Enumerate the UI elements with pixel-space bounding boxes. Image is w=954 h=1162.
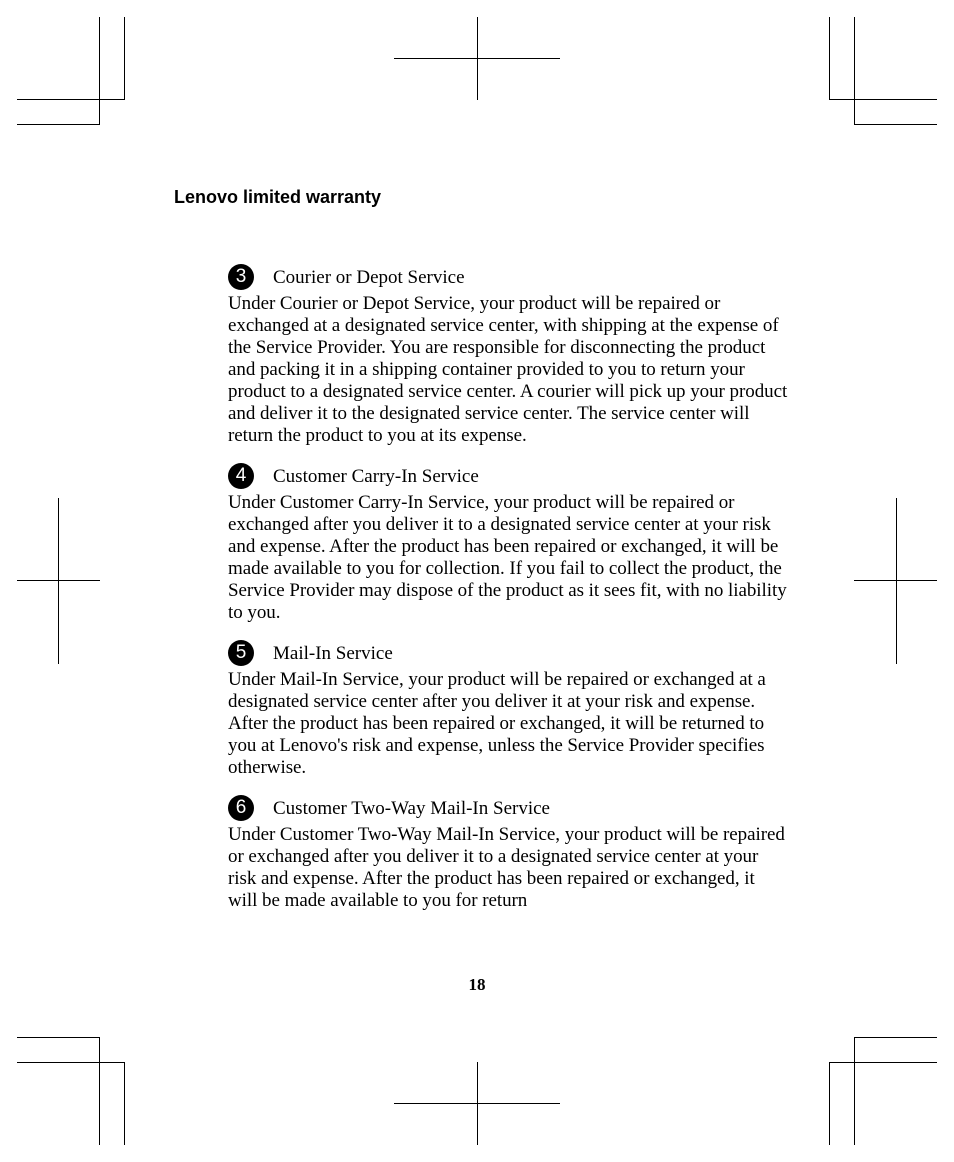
section-body: Under Customer Carry-In Service, your product will be repaired or exchanged after you deliver it to a designated service center at your risk and expense. After the product has been repaired or exchanged, it will be made available to you for collection. If you fail to collect the product, the Service Provider may dispose of the product as it sees fit, with no liability to you.: [228, 492, 787, 623]
crop-mark-line: [854, 580, 937, 581]
crop-mark-line: [829, 99, 937, 100]
section-title: Courier or Depot Service: [273, 267, 465, 288]
section-heading: [228, 639, 788, 667]
section-body: Under Courier or Depot Service, your product will be repaired or exchanged at a designated service center, with shipping at the expense of the Service Provider. You are responsible for disconnecting the product and packing it in a shipping container provided to you to return your product to a designated service center. A courier will pick up your product and deliver it to the designated service center. The service center will return the product to you at its expense.: [228, 293, 788, 446]
section-title: Customer Two-Way Mail-In Service: [273, 798, 550, 819]
crop-mark-line: [124, 1062, 125, 1145]
crop-mark-line: [17, 1037, 100, 1038]
section-number-badge: 5: [228, 640, 254, 666]
section-title: Mail-In Service: [273, 643, 393, 664]
crop-mark-line: [829, 17, 830, 100]
service-section-carry-in: [228, 462, 788, 624]
crop-mark-line: [829, 1062, 937, 1063]
section-number-badge: 6: [228, 795, 254, 821]
main-content: [228, 263, 788, 927]
crop-mark-line: [896, 498, 897, 664]
crop-mark-line: [829, 1062, 830, 1145]
section-number-badge: 4: [228, 463, 254, 489]
section-body: Under Customer Two-Way Mail-In Service, your product will be repaired or exchanged after you deliver it to a designated service center at your risk and expense. After the product has been repaired or exchanged, it will be made available to you for return: [228, 824, 785, 911]
service-section-mail-in: [228, 639, 788, 779]
crop-mark-line: [17, 99, 125, 100]
section-title: Customer Carry-In Service: [273, 466, 479, 487]
crop-mark-line: [17, 1062, 125, 1063]
crop-mark-line: [394, 1103, 560, 1104]
section-heading: [228, 263, 788, 291]
section-body: Under Mail-In Service, your product will be repaired or exchanged at a designated service center after you deliver it at your risk and expense. After the product has been repaired or exchanged, it will be returned to you at Lenovo's risk and expense, unless the Service Provider specifies otherwise.: [228, 669, 766, 778]
crop-mark-line: [124, 17, 125, 100]
crop-mark-line: [99, 1037, 100, 1145]
section-number-badge: 3: [228, 264, 254, 290]
crop-mark-line: [854, 1037, 855, 1145]
running-header: Lenovo limited warranty: [174, 187, 382, 207]
crop-mark-line: [17, 124, 100, 125]
page-number: 18: [468, 975, 486, 994]
crop-mark-line: [99, 17, 100, 124]
service-section-courier-depot: [228, 263, 788, 447]
crop-mark-line: [58, 498, 59, 664]
section-heading: [228, 794, 788, 822]
crop-mark-line: [854, 124, 937, 125]
service-section-two-way-mail-in: [228, 794, 788, 912]
section-heading: [228, 462, 788, 490]
crop-mark-line: [854, 1037, 937, 1038]
crop-mark-line: [394, 58, 560, 59]
crop-mark-line: [854, 17, 855, 124]
crop-mark-line: [17, 580, 100, 581]
